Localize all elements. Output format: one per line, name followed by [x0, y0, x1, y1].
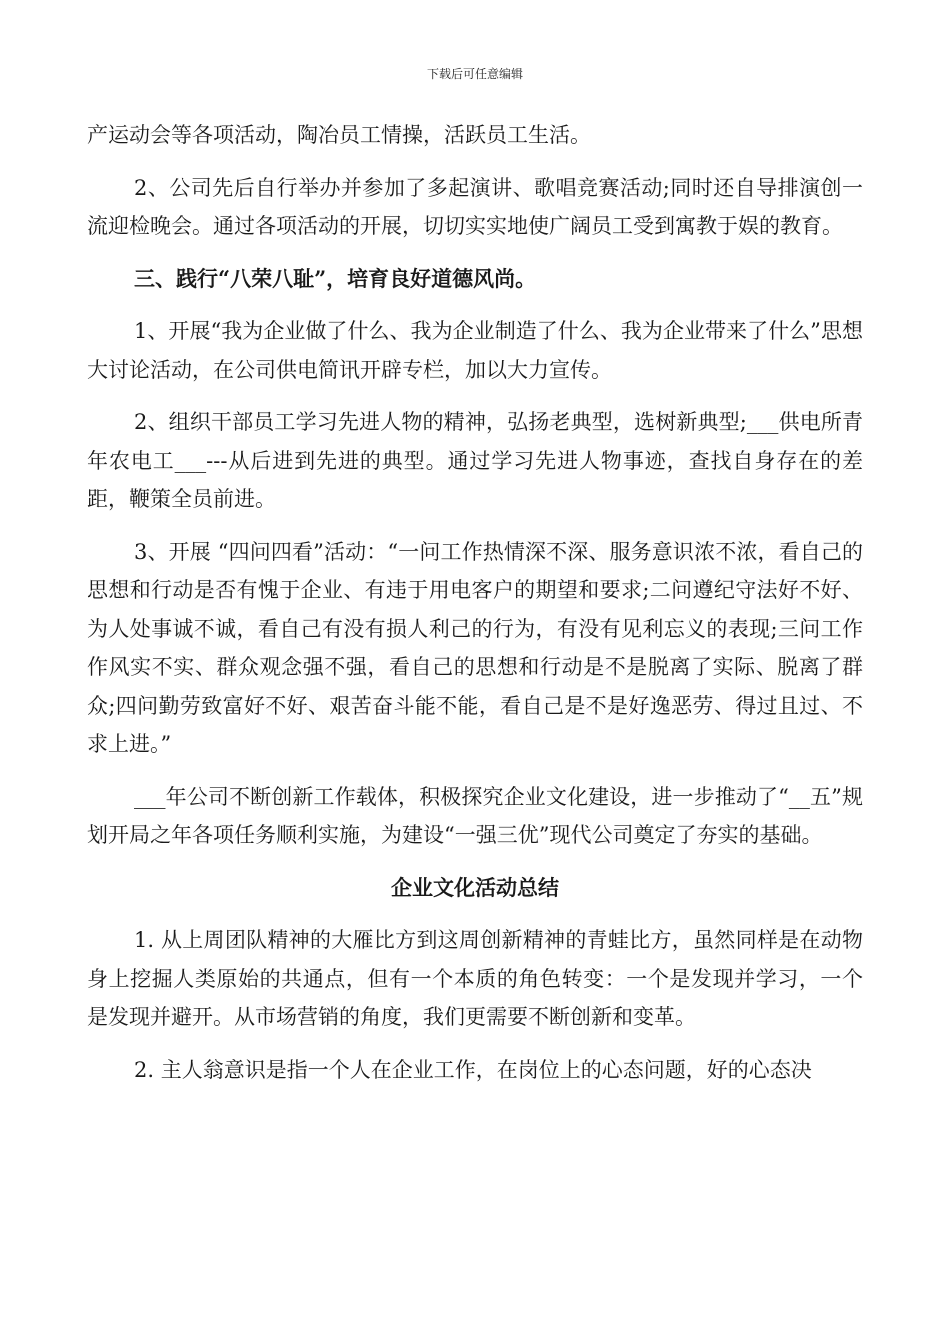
paragraph-summary-one: 1. 从上周团队精神的大雁比方到这周创新精神的青蛙比方，虽然同样是在动物身上挖掘人类原始的共通点，但有一个本质的角色转变：一个是发现并学习，一个是发现并避开。从市场营销的角度，我们更需要不断创新和变革。 [87, 928, 863, 1029]
page-header: 下载后可任意编辑 [426, 67, 523, 81]
paragraph-four-questions: 3、开展 “四问四看”活动：“一问工作热情深不深、服务意识浓不浓，看自己的思想和行动是否有愧于企业、有违于用电客户的期望和要求;二问遵纪守法好不好、为人处事诚不诚，看自己有没有损人利己的行为，有没有见利忘义的表现;三问工作作风实不实、群众观念强不强，看自己的思想和行动是不是脱离了实际、脱离了群众;四问勤劳致富好不好、艰苦奋斗能不能，看自己是不是好逸恶劳、得过且过、不求上进。” [87, 539, 863, 756]
document-title: 企业文化活动总结 [391, 874, 559, 900]
paragraph-activities: 2、公司先后自行举办并参加了多起演讲、歌唱竞赛活动;同时还自导排演创一流迎检晚会。通过各项活动的开展，切切实实地使广阔员工受到寓教于娱的教育。 [87, 175, 863, 238]
paragraph-discussion: 1、开展“我为企业做了什么、我为企业制造了什么、我为企业带来了什么”思想大讨论活动，在公司供电简讯开辟专栏，加以大力宣传。 [87, 319, 863, 382]
paragraph-continuation: 产运动会等各项活动，陶冶员工情操，活跃员工生活。 [87, 123, 591, 147]
section-heading-three: 三、践行“八荣八耻”，培育良好道德风尚。 [134, 265, 537, 291]
document-body [87, 116, 863, 1103]
paragraph-role-models: 2、组织干部员工学习先进人物的精神，弘扬老典型，选树新典型;___供电所青年农电工___---从后进到先进的典型。通过学习先进人物事迹，查找自身存在的差距，鞭策全员前进。 [87, 410, 863, 511]
paragraph-summary-two: 2. 主人翁意识是指一个人在企业工作，在岗位上的心态问题，好的心态决 [134, 1057, 812, 1082]
paragraph-conclusion: ___年公司不断创新工作载体，积极探究企业文化建设，进一步推动了“__五”规划开局之年各项任务顺利实施，为建设“一强三优”现代公司奠定了夯实的基础。 [87, 784, 864, 847]
